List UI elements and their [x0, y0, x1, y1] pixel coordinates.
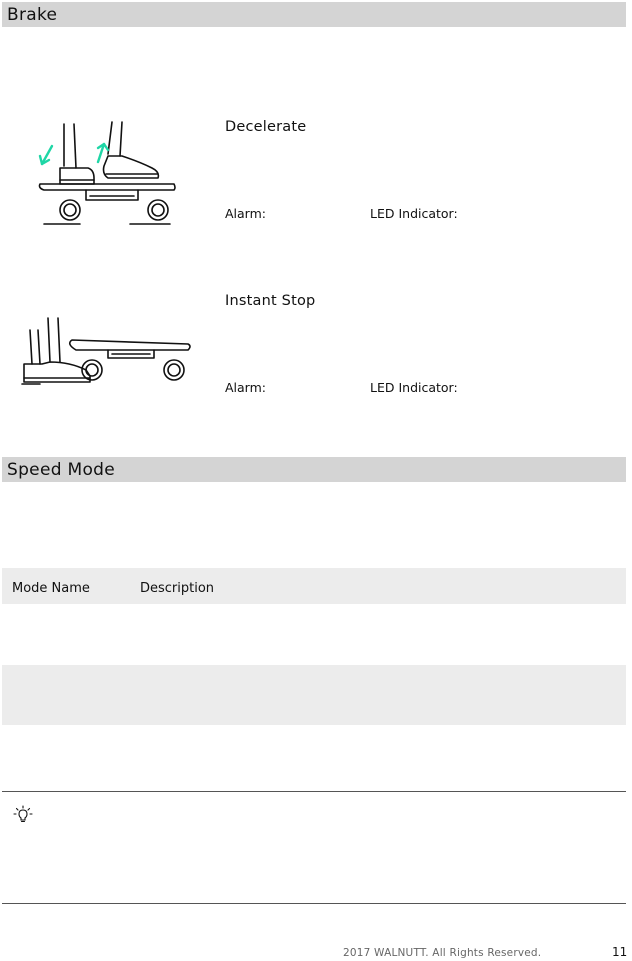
instant-stop-title: Instant Stop: [225, 293, 316, 309]
speed-table-header: [2, 568, 626, 604]
instant-stop-led-label: LED Indicator:: [370, 380, 458, 395]
table-header-description: Description: [140, 581, 215, 596]
arrow-down-left-icon: [40, 146, 52, 164]
table-row: [2, 604, 626, 665]
section-title-brake: Brake: [7, 5, 58, 25]
section-header-brake: [2, 2, 626, 27]
table-header-mode-name: Mode Name: [12, 581, 90, 596]
decelerate-alarm-label: Alarm:: [225, 206, 266, 221]
table-row: [2, 665, 626, 725]
lightbulb-icon: [13, 805, 33, 825]
decelerate-led-label: LED Indicator:: [370, 206, 458, 221]
section-title-speed-mode: Speed Mode: [7, 460, 116, 480]
section-header-speed-mode: [2, 457, 626, 482]
decelerate-title: Decelerate: [225, 119, 307, 135]
tip-top-divider: [2, 791, 626, 792]
instant-stop-illustration: [20, 314, 195, 386]
tip-bottom-divider: [2, 903, 626, 904]
table-row: [2, 725, 626, 785]
decelerate-illustration: [30, 118, 190, 230]
instant-stop-alarm-label: Alarm:: [225, 380, 266, 395]
footer-copyright: 2017 WALNUTT. All Rights Reserved.: [343, 947, 542, 959]
page-number: 11: [612, 945, 628, 959]
